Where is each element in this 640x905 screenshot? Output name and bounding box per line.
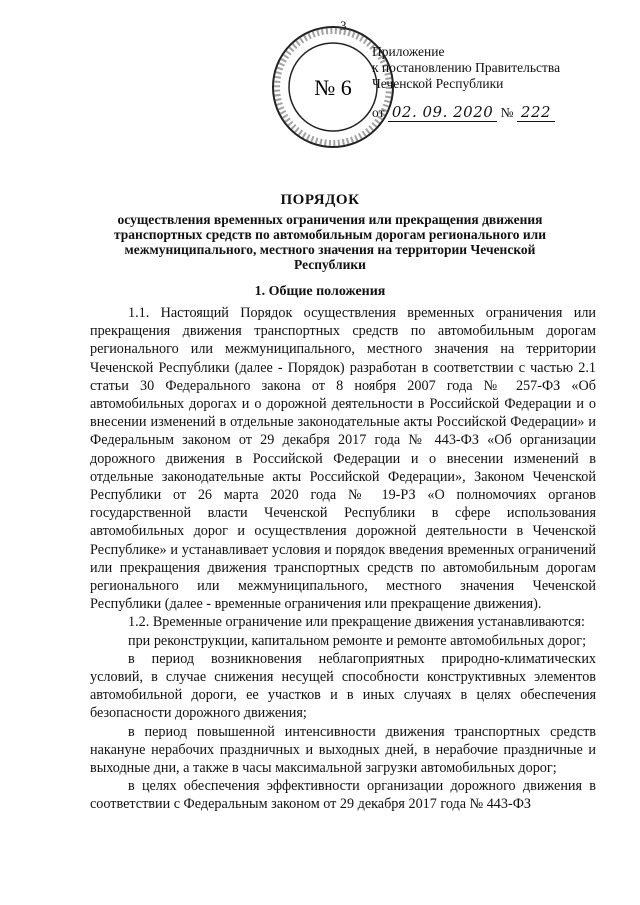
paragraph: в целях обеспечения эффективности организации дорожного движения в соответствии с Федеральным законом от 29 декабря 2017 года № 443-ФЗ (90, 778, 596, 813)
paragraph: в период возникновения неблагоприятных природно-климатических условий, в случае снижения несущей способности конструктивных элементов автомобильной дороги, ее участков и в иных случаях в целях обеспечения безопасности дорожного движения; (90, 650, 596, 722)
appendix-block (372, 44, 560, 121)
section-heading: 1. Общие положения (254, 284, 386, 299)
number-label: № (500, 105, 514, 120)
appendix-title: Приложение (372, 44, 445, 59)
document-body (90, 304, 596, 814)
paragraph: при реконструкции, капитальном ремонте и ремонте автомобильных дорог; (128, 632, 587, 649)
document-title: ПОРЯДОК (280, 192, 360, 208)
appendix-decree: к постановлению Правительства (372, 60, 561, 75)
handwritten-date: 02. 09. 2020 (388, 103, 497, 122)
page-number: 3 (340, 18, 347, 33)
stamp-number: № 6 (314, 75, 352, 100)
appendix-republic: Чеченской Республики (372, 76, 504, 91)
paragraph: в период повышенной интенсивности движения транспортных средств накануне нерабочих праздничных и выходных дней, в нерабочие праздничные и выходные дни, а также в часы максимальной загрузки автомобильных дорог; (90, 723, 596, 777)
paragraph: 1.1. Настоящий Порядок осуществления временных ограничения или прекращения движения транспортных средств по автомобильным дорогам регионального или межмуниципального, местного значения на территории Чеченской Республики (далее - Порядок) разработан в соответствии с частью 2.1 статьи 30 Федерального закона от 8 ноября 2007 года № 257-ФЗ «Об автомобильных дорогах и о дорожной деятельности в Российской Федерации и о внесении изменений в отдельные законодательные акты Российской Федерации» и Федеральным законом от 29 декабря 2017 года № 443-ФЗ «Об организации дорожного движения в Российской Федерации и о внесении изменений в отдельные законодательные акты Российской Федерации», Законом Чеченской Республики от 26 марта 2020 года № 19-РЗ «О полномочиях органов государственной власти Чеченской Республики в сфере использования автомобильных дорог и осуществления дорожной деятельности в Чеченской Республике» и устанавливает условия и порядок введения временных ограничений или прекращения движения транспортных средств по автомобильным дорогам регионального или межмуниципального, местного значения Чеченской Республики (далее - временные ограничения или прекращение движения). (90, 305, 596, 613)
from-label: от (372, 105, 385, 120)
document-subtitle: осуществления временных ограничения или прекращения движения транспортных средств по автомобильным дорогам регионального или межмуниципального, местного значения на территории Чеченской Республики (113, 212, 547, 272)
paragraph: 1.2. Временные ограничение или прекращение движения устанавливаются: (128, 614, 585, 631)
handwritten-number: 222 (517, 103, 555, 122)
appendix-date-line (372, 104, 560, 121)
